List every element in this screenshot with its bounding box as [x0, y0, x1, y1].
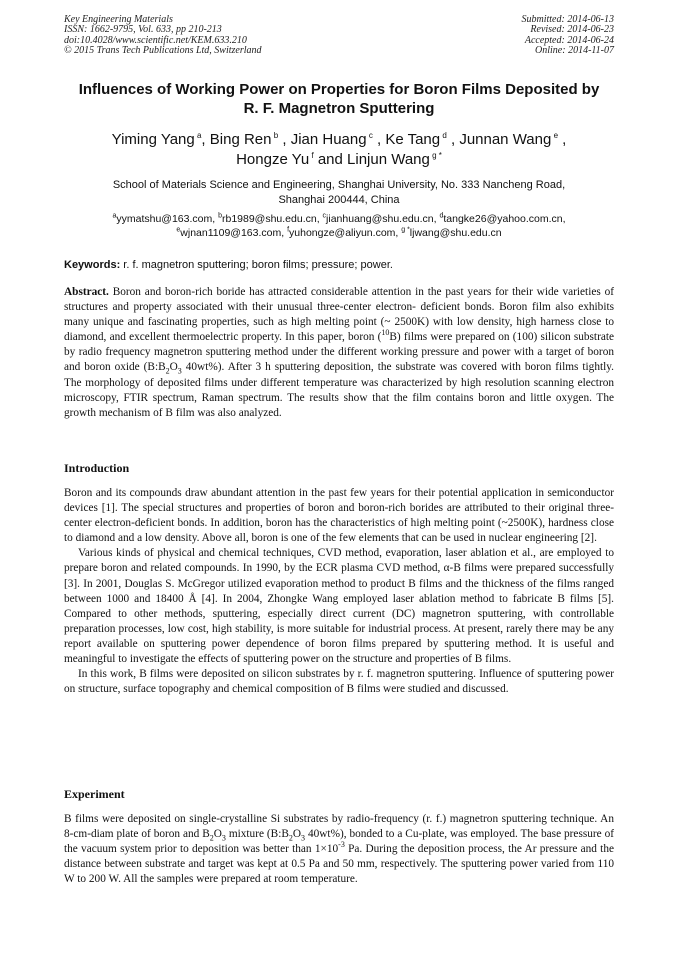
email-address: rb1989@shu.edu.cn, [221, 213, 323, 225]
doi: doi:10.4028/www.scientific.net/KEM.633.210 [64, 34, 247, 46]
email-mark: a [112, 212, 117, 220]
author-name: Yiming Yang [111, 131, 195, 148]
author-name: Bing Ren [209, 131, 272, 148]
author-sep: , [278, 131, 291, 148]
email-mark: f [287, 226, 290, 234]
author-name: Junnan Wang [459, 131, 552, 148]
keywords-text: r. f. magnetron sputtering; boron films; pressure; power. [120, 259, 393, 271]
experiment-text: mixture (B:B [225, 828, 289, 841]
email-address: jianhuang@shu.edu.cn, [326, 213, 440, 225]
subscript: 3 [177, 366, 182, 376]
issn: ISSN: 1662-9795, Vol. 633, pp 210-213 [64, 24, 222, 36]
revised-date: Revised: 2014-06-23 [530, 24, 614, 36]
title-line-2: R. F. Magnetron Sputtering [243, 100, 435, 117]
experiment-text: B films were deposited on single-crystalline Si substrates by radio-frequency (r. f.) magnetron sputtering technique. An 8-cm-diam plate of boron and B [64, 813, 614, 841]
author-mark: d [442, 131, 447, 140]
email-mark: d [439, 212, 444, 220]
author-mark: b [273, 131, 279, 140]
author-name: Jian Huang [290, 131, 367, 148]
author-sep: , [201, 131, 210, 148]
experiment-text: 40wt%), bonded to a Cu-plate, was employed. The base pressure of the vacuum system prior to deposition was better than 1×10 [64, 828, 614, 856]
subscript: 2 [288, 833, 293, 843]
journal-name: Key Engineering Materials [64, 14, 173, 25]
abstract-text: 40wt%). After 3 h sputtering deposition, the substrate was covered with boron films tightly. The morphology of deposited films under different temperature was characterized by high resolution scanning electron microscopy, FTIR spectrum, Raman spectrum. The results show that the film contains boron and little oxygen. The growth mechanism of B film was also analyzed. [64, 361, 614, 419]
experiment-heading: Experiment [64, 787, 125, 801]
email-address: yuhongze@aliyun.com, [289, 227, 402, 239]
author-name: Hongze Yu [236, 151, 310, 168]
email-mark: g * [401, 226, 410, 234]
subscript: 2 [209, 833, 214, 843]
keywords-label: Keywords: [64, 259, 121, 271]
experiment-text: Pa. During the deposition process, the Ar pressure and the distance between substrate and target was kept at 0.5 Pa and 50 mm, respectively. The sputtering power varied from 110 W to 200 W. All the samples were prepared at room temperature. [64, 843, 614, 886]
email-line-2 [40, 226, 638, 240]
author-name: and Linjun Wang [317, 151, 430, 168]
subscript: 3 [301, 833, 306, 843]
experiment-text: O [292, 828, 302, 841]
intro-paragraph-3: In this work, B films were deposited on silicon substrates by r. f. magnetron sputtering. Influence of sputtering power on structure, surface topography and chemical composition of B films were studied and discussed. [64, 668, 614, 696]
subscript: 3 [221, 833, 226, 843]
author-mark: g * [432, 151, 442, 160]
copyright: © 2015 Trans Tech Publications Ltd, Switzerland [64, 44, 262, 56]
abstract [64, 285, 614, 421]
abstract-text: Boron and boron-rich boride has attracted considerable attention in the past years for their wide varieties of structures and property associated with their unusual three-center electron- deficient bonds. Boron film also exhibits many unique and fascinating properties, such as high melting point (~ 2500K) with low density, high harness close to diamond, and excellent thermoelectric property. In this paper, boron ( [64, 286, 614, 344]
abstract-text: B) films were prepared on (100) silicon substrate by radio frequency magnetron sputtering method under the different working pressure and power with a target of boron and boron oxide (B:B [64, 331, 615, 374]
author-mark: e [553, 131, 559, 140]
accepted-date: Accepted: 2014-06-24 [524, 34, 614, 46]
subscript: 2 [165, 366, 170, 376]
online-date: Online: 2014-11-07 [535, 44, 614, 56]
author-sep: , [446, 131, 460, 148]
author-mark: c [368, 131, 373, 140]
paper-title [40, 80, 638, 118]
experiment-paragraph [64, 812, 614, 887]
experiment-body [64, 812, 614, 887]
affiliation-line-1: School of Materials Science and Engineering, Shanghai University, No. 333 Nancheng Road, [112, 179, 566, 191]
author-sep: , [372, 131, 386, 148]
submitted-date: Submitted: 2014-06-13 [521, 14, 614, 25]
email-address: wjnan1109@163.com, [180, 227, 288, 239]
exponent: -3 [338, 840, 345, 850]
introduction-body [64, 486, 614, 697]
author-mark: a [196, 131, 202, 140]
intro-paragraph-1: Boron and its compounds draw abundant attention in the past few years for their potential application in semiconductor devices [1]. The special structures and properties of boron and boron-rich borides are attributed to their original three-center electron-deficient bonds. In addition, boron has the characteristics of high melting point (~2500K), hardness close to diamond and a low density. Above all, boron is one of the few elements that can be used in nuclear engineering [2]. [64, 487, 614, 545]
journal-header-left [64, 15, 262, 56]
email-list [40, 212, 638, 240]
email-line-1 [40, 212, 638, 226]
email-address: yymatshu@163.com, [116, 213, 219, 225]
email-address: tangke26@yahoo.com.cn, [443, 213, 566, 225]
author-line-2 [40, 150, 638, 170]
author-name: Ke Tang [385, 131, 441, 148]
email-mark: b [218, 212, 222, 220]
keywords [64, 259, 393, 271]
introduction-heading: Introduction [64, 461, 130, 475]
affiliation [50, 178, 628, 207]
abstract-paragraph [64, 285, 614, 421]
abstract-text: O [169, 361, 178, 374]
intro-paragraph-2: Various kinds of physical and chemical techniques, CVD method, evaporation, laser ablation et al., are employed to prepare boron and related compounds. In 1990, by the ECR plasma CVD method, α-B films were prepared successfully [3]. In 2001, Douglas S. McGregor utilized evaporation method to product B films and the thickness of the films ranged between 1000 and 18400 Å [4]. In 2004, Zhongke Wang employed laser ablation method to fabricate B films [5]. Compared to other methods, sputtering, especially direct current (DC) magnetron sputtering, with controllable preparation processes, low cost, high stability, is more suitable for industrial process. At present, rarely there may be any report available on sputtering power dependence of boron films prepared by sputtering method. It is useful and meaningful to investigate the effects of sputtering power on the structure and properties of B films. [64, 547, 614, 666]
author-line-1 [40, 130, 638, 150]
title-line-1: Influences of Working Power on Properties for Boron Films Deposited by [78, 81, 600, 98]
email-mark: c [322, 212, 327, 220]
author-sep: , [558, 131, 567, 148]
journal-header-right [522, 15, 615, 56]
abstract-label: Abstract. [64, 286, 109, 298]
experiment-text: O [213, 828, 222, 841]
email-address: ljwang@shu.edu.cn [409, 227, 502, 239]
affiliation-line-2: Shanghai 200444, China [278, 193, 400, 206]
isotope-mark: 10 [381, 328, 390, 338]
email-mark: e [176, 226, 181, 234]
author-mark: f [311, 151, 314, 160]
author-list [40, 130, 638, 170]
